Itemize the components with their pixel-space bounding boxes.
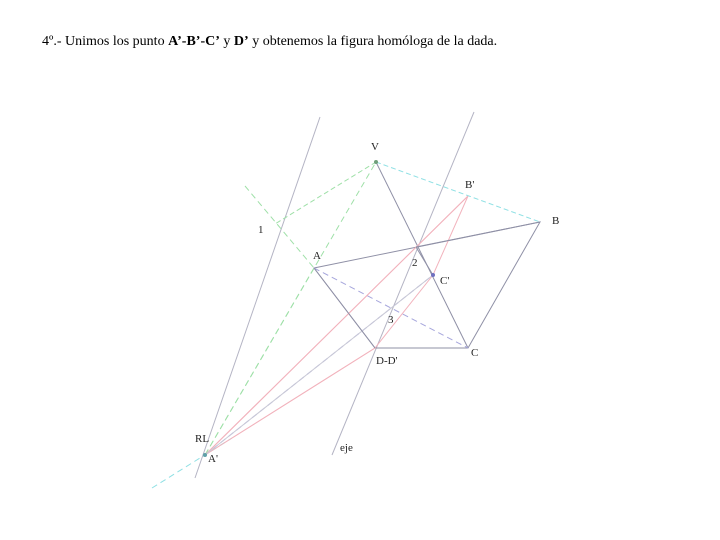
label-c-prime: C' — [440, 275, 450, 287]
axis-line-eje — [332, 112, 474, 455]
segment-b-2 — [416, 222, 540, 247]
label-3: 3 — [388, 314, 394, 326]
label-a: A — [313, 250, 321, 262]
point-a-prime — [203, 453, 207, 457]
gray-a-prime-c — [205, 275, 433, 455]
caption-middle: y — [219, 34, 234, 49]
segment-a-d — [314, 268, 375, 348]
label-b: B — [552, 215, 560, 227]
pink-a-prime-d — [205, 348, 375, 455]
label-a-prime: A' — [208, 453, 218, 465]
label-c: C — [471, 347, 479, 359]
label-eje: eje — [340, 442, 353, 454]
point-c-prime — [431, 273, 435, 277]
label-b-prime: B' — [465, 179, 475, 191]
label-v: V — [371, 141, 379, 153]
label-d-dprime: D-D' — [376, 355, 398, 367]
ray-v-to-1 — [275, 162, 376, 224]
label-rl: RL — [195, 433, 210, 445]
point-v — [374, 160, 378, 164]
label-1: 1 — [258, 224, 264, 236]
caption-prefix: 4º.- Unimos los punto — [42, 34, 169, 49]
caption-points: A’-B’-C’ — [168, 34, 220, 49]
limit-line-rl — [195, 117, 320, 478]
caption-point-d: D’ — [233, 34, 249, 49]
pink-a-prime-b-prime — [205, 196, 468, 455]
label-2: 2 — [412, 257, 418, 269]
original-figure-abcd — [314, 222, 540, 348]
caption-suffix: y obtenemos la figura homóloga de la dada. — [248, 34, 498, 49]
green-dashed-a-a-prime — [245, 186, 314, 268]
ray-v-to-b — [376, 162, 540, 222]
green-dashed-ext — [205, 268, 314, 455]
segment-2-c-prime — [416, 247, 433, 275]
